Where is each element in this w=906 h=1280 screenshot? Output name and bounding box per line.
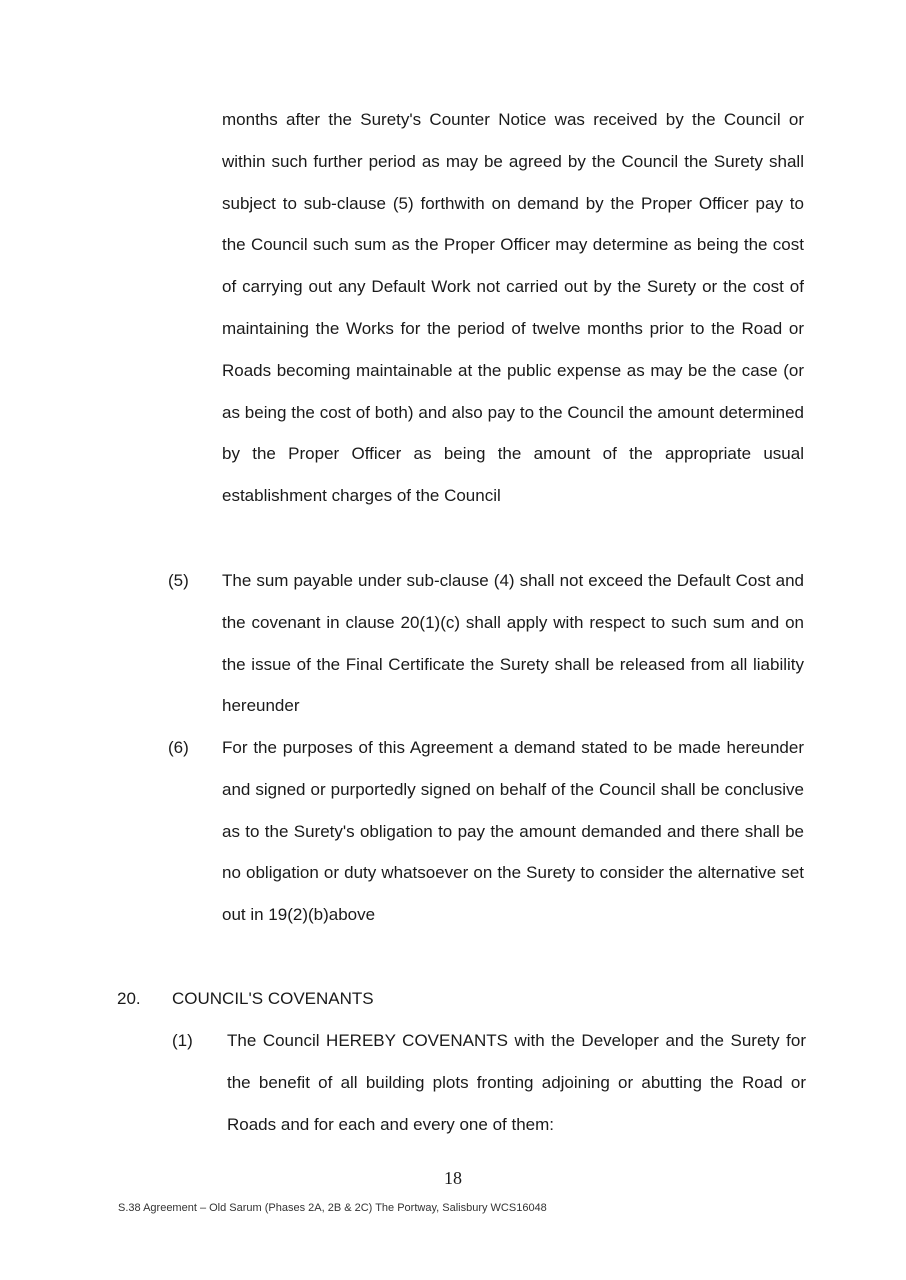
section-20-subclause-1-number: (1) xyxy=(172,1031,193,1050)
section-20-subclause-1-text: The Council HEREBY COVENANTS with the Developer and the Surety for the benefit of all building plots fronting adjoining or abutting the Road or Roads and for each and every one of them: xyxy=(227,1031,806,1134)
clause-19-4-continuation: months after the Surety's Counter Notice was received by the Council or within such further period as may be agreed by the Council the Surety shall subject to sub-clause (5) forthwith on demand by the Proper Officer pay to the Council such sum as the Proper Officer may determine as being the cost of carrying out any Default Work not carried out by the Surety or the cost of maintaining the Works for the period of twelve months prior to the Road or Roads becoming maintainable at the public expense as may be the case (or as being the cost of both) and also pay to the Council the amount determined by the Proper Officer as being the amount of the appropriate usual establishment charges of the Council xyxy=(222,110,804,506)
section-20-title: COUNCIL'S COVENANTS xyxy=(172,989,374,1008)
section-20-number: 20. xyxy=(117,989,141,1008)
subclause-5-text: The sum payable under sub-clause (4) shall not exceed the Default Cost and the covenant in clause 20(1)(c) shall apply with respect to such sum and on the issue of the Final Certificate the Surety shall be released from all liability hereunder xyxy=(222,571,804,716)
subclause-6-text: For the purposes of this Agreement a demand stated to be made hereunder and signed or purportedly signed on behalf of the Council shall be conclusive as to the Surety's obligation to pay the amount demanded and there shall be no obligation or duty whatsoever on the Surety to consider the alternative set out in 19(2)(b)above xyxy=(222,738,804,925)
page-number: 18 xyxy=(444,1168,462,1188)
subclause-6-number: (6) xyxy=(168,738,189,757)
subclause-5-number: (5) xyxy=(168,571,189,590)
document-footer: S.38 Agreement – Old Sarum (Phases 2A, 2B & 2C) The Portway, Salisbury WCS16048 xyxy=(118,1202,547,1214)
